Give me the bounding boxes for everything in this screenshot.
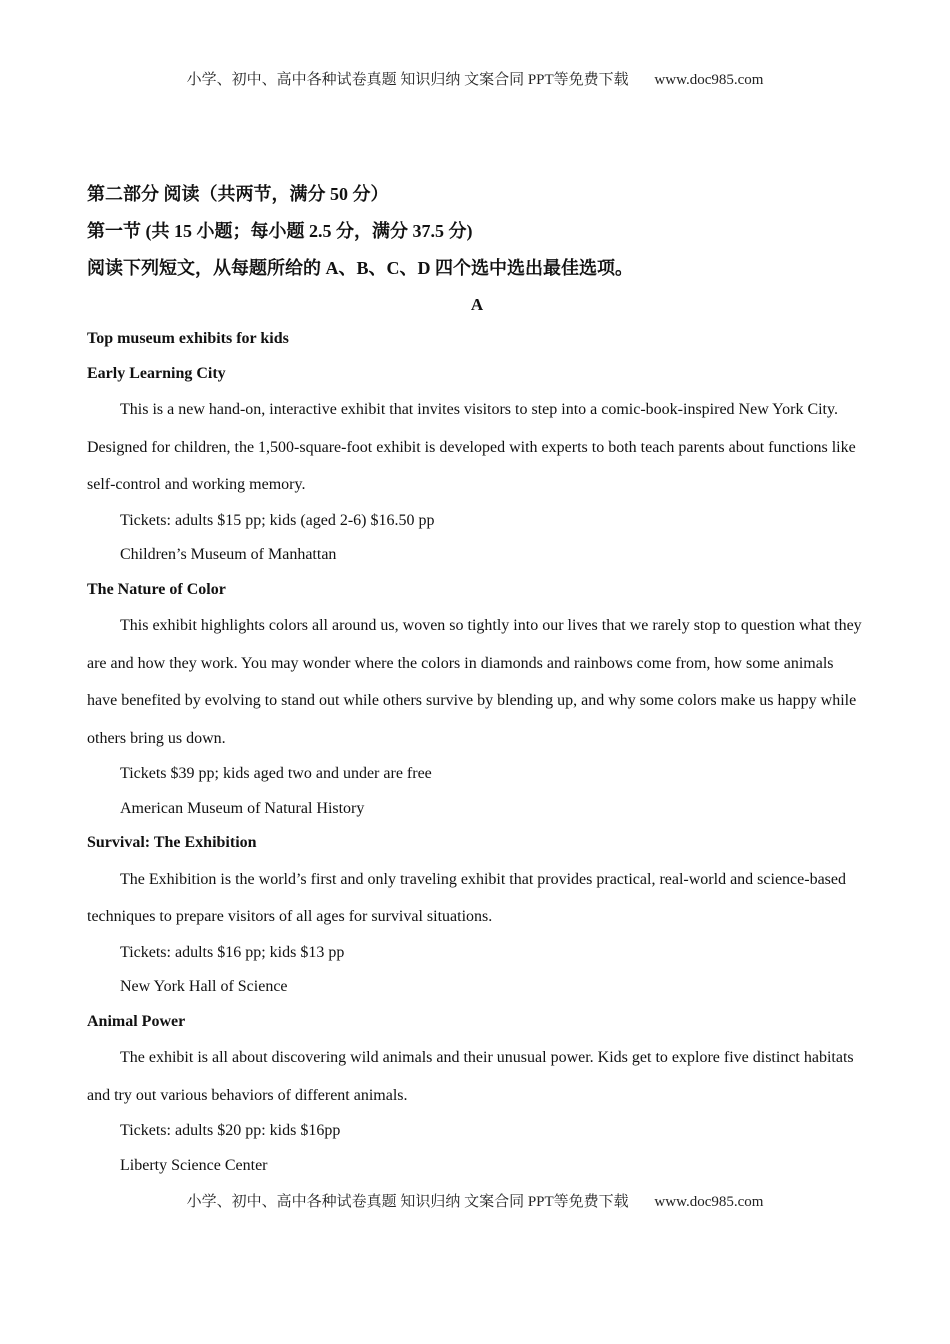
page-header bbox=[0, 68, 950, 89]
exhibit-block bbox=[87, 1005, 867, 1184]
exhibit-block bbox=[87, 573, 867, 827]
instruction-text: 阅读下列短文，从每题所给的 A、B、C、D 四个选中选出最佳选项。 bbox=[87, 258, 634, 278]
header-text: 小学、初中、高中各种试卷真题 知识归纳 文案合同 PPT等免费下载 bbox=[186, 72, 629, 88]
footer-url[interactable]: www.doc985.com bbox=[654, 1194, 764, 1210]
exhibit-tickets: Tickets: adults $15 pp; kids (aged 2-6) $16.50 pp bbox=[120, 511, 435, 529]
header-url[interactable]: www.doc985.com bbox=[654, 72, 764, 88]
exhibit-block bbox=[87, 357, 867, 573]
exhibit-title: Early Learning City bbox=[87, 364, 226, 382]
exhibit-tickets: Tickets: adults $20 pp: kids $16pp bbox=[120, 1122, 341, 1139]
passage-letter: A bbox=[470, 295, 484, 314]
exhibit-block bbox=[87, 826, 867, 1005]
article-title: Top museum exhibits for kids bbox=[87, 330, 289, 347]
part-heading: 第二部分 阅读（共两节，满分 50 分） bbox=[87, 184, 389, 204]
subsection-heading: 第一节 (共 15 小题；每小题 2.5 分，满分 37.5 分) bbox=[87, 221, 473, 241]
exhibit-description: The exhibit is all about discovering wild animals and their unusual power. Kids get to explore five distinct habitats and try out various behaviors of different animals. bbox=[87, 1049, 854, 1104]
exhibit-title: The Nature of Color bbox=[87, 580, 226, 598]
exhibit-title: Animal Power bbox=[87, 1012, 186, 1030]
document-body bbox=[87, 176, 867, 1183]
exhibit-description: This is a new hand-on, interactive exhibit that invites visitors to step into a comic-book-inspired New York City. Designed for children, the 1,500-square-foot exhibit is developed with experts to both teach parents about functions like self-control and working memory. bbox=[87, 401, 856, 493]
exhibit-venue: Children’s Museum of Manhattan bbox=[120, 546, 337, 563]
exhibit-description: The Exhibition is the world’s first and only traveling exhibit that provides practical, real-world and science-based techniques to prepare visitors of all ages for survival situations. bbox=[87, 870, 847, 925]
footer-text: 小学、初中、高中各种试卷真题 知识归纳 文案合同 PPT等免费下载 bbox=[186, 1194, 629, 1210]
page-footer bbox=[0, 1190, 950, 1211]
exhibit-tickets: Tickets $39 pp; kids aged two and under are free bbox=[120, 765, 432, 782]
exhibit-title: Survival: The Exhibition bbox=[87, 834, 257, 851]
exhibit-tickets: Tickets: adults $16 pp; kids $13 pp bbox=[120, 943, 345, 961]
exhibit-venue: Liberty Science Center bbox=[120, 1156, 268, 1174]
exhibit-venue: American Museum of Natural History bbox=[120, 799, 365, 817]
exhibit-venue: New York Hall of Science bbox=[120, 978, 288, 995]
exhibit-description: This exhibit highlights colors all around us, woven so tightly into our lives that we rarely stop to question what they are and how they work. You may wonder where the colors in diamonds and rainbows come from, how some animals have benefited by evolving to stand out while others survive by blending up, and why some colors make us happy while others bring us down. bbox=[87, 617, 862, 747]
